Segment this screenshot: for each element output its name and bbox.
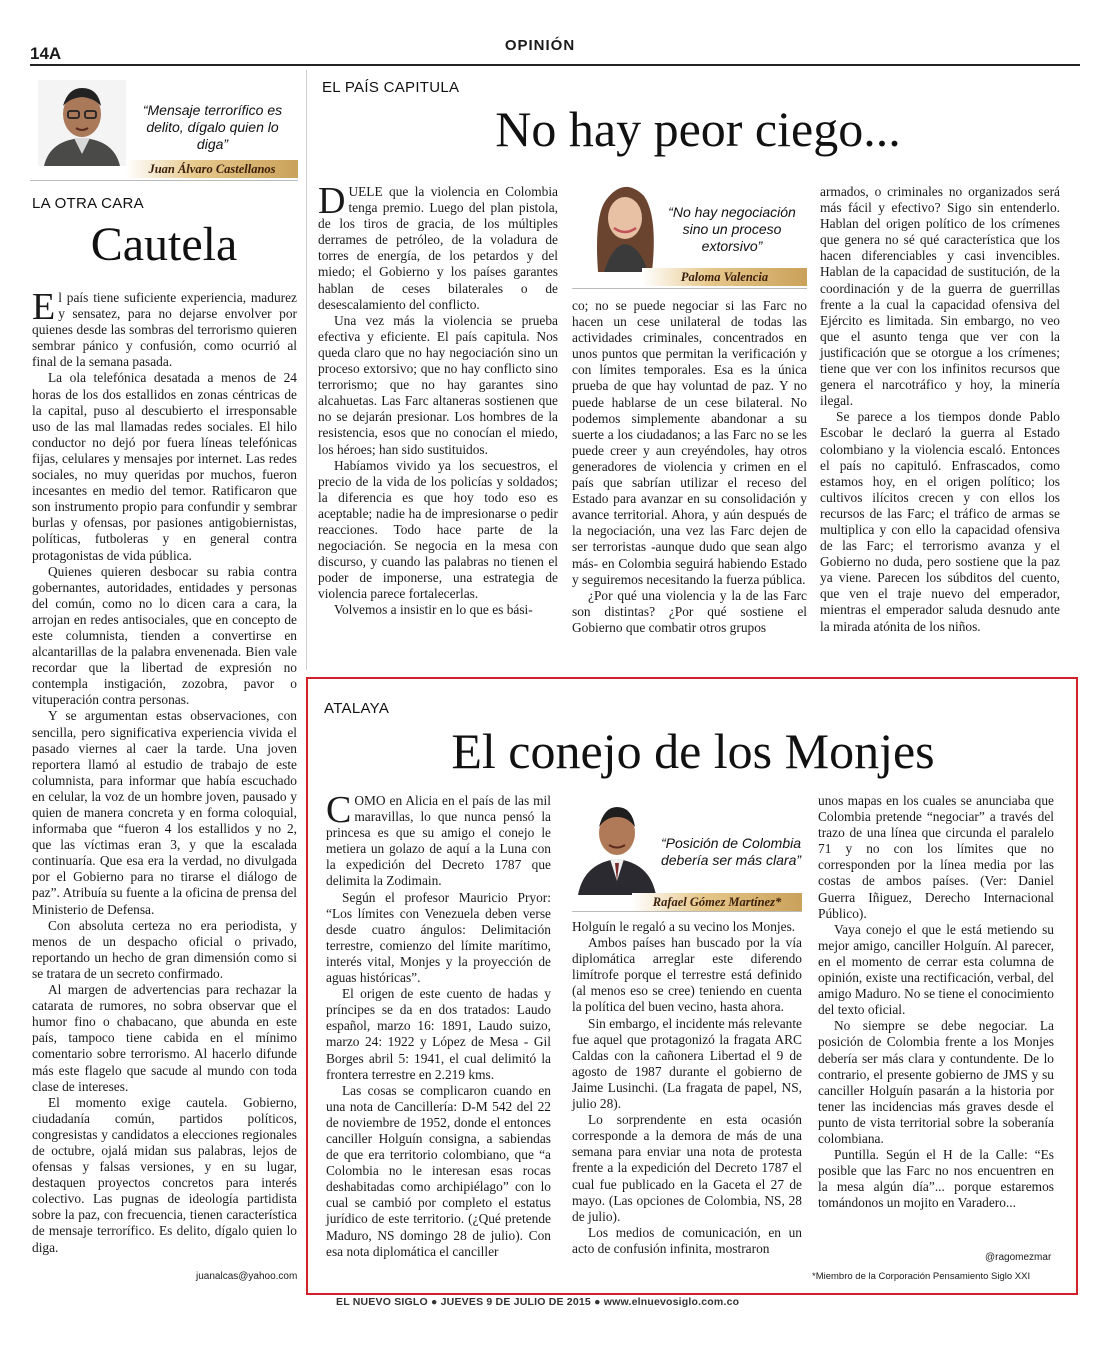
column-body (318, 180, 558, 619)
paragraph: co; no se puede negociar si las Farc no hacen un cese unilateral de todas las actividades criminales, concentrados en unos puntos que permitan la verificación y con límites temporales. Esa es la única prueba de que hay voluntad de paz. Y no puede hablarse de un cese bilateral. No podemos simplemente abandonar a su suerte a los ciudadanos; a las Farc no se les puede creer y aun creyéndoles, hay otros generadores de violencia y crimen en el país que sabrían utilizar el receso del Estado para avanzar en su consolidación y avance territorial. Ahora, y aún después de la negociación, una vez las Farc dejen de ser terroristas -aunque dudo que sean algo más- en Colombia seguirá habiendo Estado y seguiremos necesitando la fuerza pública. (572, 298, 807, 587)
paragraph: Según el profesor Mauricio Pryor: “Los límites con Venezuela deben verse desde cuatro ángulos: Delimitación terrestre, comienzo del límite marítimo, interés vital, Monjes y la proyección de aguas históricas”. (326, 889, 551, 986)
author-handle: @ragomezmar (985, 1252, 1052, 1263)
author-quote: “Posición de Colombia debería ser más clara” (660, 835, 802, 868)
paragraph: Vaya conejo el que le está metiendo su mejor amigo, canciller Holguín. Al parecer, en el momento de cerrar esta columna de opinión, existe una rectificación, verbal, del amigo Maduro. No se tiene el conocimiento del texto oficial. (818, 921, 1054, 1018)
paragraph: Sin embargo, el incidente más relevante fue aquel que protagonizó la fragata ARC Caldas con la cañonera Libertad el 9 de agosto de 1987 durante el gobierno de Jaime Lusinchi. (La fragata de papel, NS, julio 28). (572, 1015, 802, 1112)
paragraph: ¿Por qué una violencia y la de las Farc son distintas? ¿Por qué sostiene el Gobierno que combatir otros grupos (572, 587, 807, 635)
paragraph: Con absoluta certeza no era periodista, y menos de un despacho oficial o privado, reportando un hecho de gran dimensión como si se tratara de un secreto confirmado. (32, 917, 297, 981)
column-body (572, 919, 802, 1257)
footnote: *Miembro de la Corporación Pensamiento Siglo XXI (812, 1271, 1031, 1282)
paragraph: El origen de este cuento de hadas y príncipes se da en dos tratados: Laudo español, marzo 16: 1891, Laudo suizo, marzo 24: 1922 y López de Mesa - Gil Borges abril 5: 1941, el cual delimitó la frontera terrestre en 2.219 kms. (326, 986, 551, 1082)
paragraph: armados, o criminales no organizados será más fácil y efectivo? Sigo sin entenderlo. Hablan del origen político de los crímenes que genera no sé qué característica que los hacen diferenciables y casi invencibles. Hablan de la capacidad de sustitución, de la coordinación y de la guerra de guerrillas frente a la cual la capacidad ofensiva del Ejército es limitada. Sin embargo, no veo que el asunto tenga que ver con la justificación que se otorgue a los crímenes; tiene que ver con los infinitos recursos que genera el narcotráfico y hoy, la minería ilegal. (820, 184, 1060, 409)
author-box-top (572, 176, 807, 289)
paragraph: Los medios de comunicación, en un acto de confusión infinita, mostraron (572, 1224, 802, 1256)
paragraph: Una vez más la violencia se prueba efectiva y eficiente. El país capitula. Nos queda claro que no hay negociación sino un proceso extorsivo; que no hay conflicto sino terrorismo; que no hay garantes sino alcahuetas. Las Farc altaneras sostienen que no se dejarán presionar. Los hombres de la resistencia, esos que no conocían el miedo, los héroes; han sido sustituidos. (318, 312, 558, 457)
author-photo (576, 797, 658, 895)
paragraph: Y se argumentan estas observaciones, con sencilla, pero significativa experiencia vivida el pasado viernes al caer la tarde. Una joven reportera llamó al estudio de trabajo de este columnista, para informar que había escuchado en celular, la voz de un hombre joven, pausado y quien de manera concreta y en forma coloquial, informaba que “fueron 4 los estallidos y no 2, que las víctimas eran 3, y que la escalada continuaría. Que esa era la verdad, no divulgada por el Gobierno para no tirarse el diálogo de paz”. Atribuía su fuente a la oficina de prensa del Ministerio de Defensa. (32, 708, 297, 917)
paragraph: Lo sorprendente en esta ocasión corresponde a la demora de más de una semana para enviar una nota de protesta frente a la expedición del Decreto 1787 el cual fue publicado en la Gaceta el 27 de mayo. (Las opciones de Colombia, NS, 28 de julio). (572, 1112, 802, 1224)
page-footer: EL NUEVO SIGLO ● JUEVES 9 DE JULIO DE 2015 ● www.elnuevosiglo.com.co (336, 1296, 740, 1308)
paragraph: Holguín le regaló a su vecino los Monjes. (572, 919, 796, 934)
paragraph: No siempre se debe negociar. La posición de Colombia frente a los Monjes debería ser más clara y contundente. De lo contrario, el presente gobierno de JMS y su canciller Holguín pasarán a la historia por tener las incidencias más graves desde el punto de vista territorial sobre la soberanía colombiana. (818, 1018, 1054, 1146)
paragraph: Puntilla. Según el H de la Calle: “Es posible que las Farc no nos encuentren en la mesa algún día”... porque estaremos tomándonos un mojito en Varadero... (818, 1147, 1054, 1211)
header-rule (30, 64, 1080, 66)
paragraph: unos mapas en los cuales se anunciaba que Colombia pretende “negociar” a través del trazo de una línea que circunda el paralelo 71 y no con los límites que no corresponden por la línea media por las costas de ambos países. (Ver: Daniel Guerra Iñiguez, Derecho Internacional Público). (818, 793, 1054, 921)
paragraph: Se parece a los tiempos donde Pablo Escobar le declaró la guerra al Estado colombiano y la violencia escaló. Entonces el país no capituló. Enfrascados, como estamos hoy, en el origen político; los cultivos ilícitos crecen y con ellos los recursos de las Farc; el tráfico de armas se multiplica y con ello la capacidad ofensiva de las Farc; el terrorismo avanza y el Gobierno no duda, pero sostiene que la paz ya viene. Parecen los súbditos del cuento, que ven el traje nuevo del emperador, mientras el emperador saluda desnudo ante la mirada atónita de los niños. (820, 409, 1060, 634)
column-headline: El conejo de los Monjes (451, 723, 935, 779)
column-body (326, 789, 551, 1260)
paragraph: El país tiene suficiente experiencia, madurez y sensatez, para no dejarse envolver por quienes desde las sombras del terrorismo quieren sembrar pánico y confusión, como ocurrió al final de la semana pasada. (32, 286, 297, 370)
author-quote: “Mensaje terrorífico es delito, dígalo quien lo diga” (142, 102, 283, 152)
column-body (572, 298, 807, 636)
column-body (32, 286, 297, 1256)
paragraph: Volvemos a insistir en lo que es bási- (334, 602, 533, 618)
paragraph: COMO en Alicia en el país de las mil maravillas, lo que nunca pensó la princesa es que su amigo el conejo le metiera un golazo de aquí a la Luna con la expedición del Decreto 1787 que delimita la Zodimain. (326, 789, 551, 889)
paragraph: Habíamos vivido ya los secuestros, el precio de la vida de los policías y soldados; la diferencia es que hoy todo eso es aceptable; nadie ha de impresionarse o pedir reacciones. Todo hace parte de la negociación. Se negocia en la mesa con discurso, y cuando las palabras no tienen el poder de imponerse, una estrategia de violencia parece fortalecerlas. (318, 457, 558, 602)
column-headline: Cautela (90, 218, 238, 271)
paragraph: La ola telefónica desatada a menos de 24 horas de los dos estallidos en zonas céntricas de la capital, puso al descubierto el irresponsable uso de las mal llamadas redes sociales. El hilo conductor no dejó por fuera líneas telefónicas fijas, celulares y mensajes por internet. Las redes sociales, no muy queridas por muchos, fueron incesantes en medio del temor. Ratificaron que son instrumento propio para confundir y sembrar burlas y ofensas, por pasiones antigobiernistas, políticas, futboleras y en general contra protagonistas de vida pública. (32, 370, 297, 563)
column-body (818, 793, 1054, 1211)
author-email[interactable]: juanalcas@yahoo.com (196, 1271, 298, 1282)
page-number: 14A (30, 44, 62, 63)
paragraph: DUELE que la violencia en Colombia tenga premio. Luego del plan pistola, de los tiros de gracia, de los múltiples derrames de petróleo, de la voladura de torres de energía, de los petardos y del miedo; el Gobierno y los países garantes hablan de ceses bilaterales o de desescalamiento del conflicto. (318, 180, 558, 312)
column-headline: No hay peor ciego... (495, 101, 901, 157)
paragraph: Las cosas se complicaron cuando en una nota de Cancillería: D-M 542 del 22 de noviembre de 1952, donde el entonces canciller Holguín consigna, a sabiendas de que era territorio colombiano, que “a Colombia no le interesan esas rocas deshabitadas como archipiélago” con lo cual se cambió por completo el estatus jurídico de este territorio. (¿Qué pretende Maduro, NS domingo 28 de julio). Con esa nota diplomática el canciller (326, 1082, 551, 1259)
paragraph: Ambos países han buscado por la vía diplomática arreglar este diferendo limítrofe porque el terrestre está definido (al menos eso se cree) teniendo en cuenta la política del buen vecino, hasta ahora. (572, 935, 802, 1015)
author-photo (584, 176, 666, 272)
author-box-bottom (572, 795, 802, 912)
author-quote: “No hay negociación sino un proceso extorsivo” (668, 204, 796, 254)
column-kicker: EL PAÍS CAPITULA (322, 79, 460, 96)
column-kicker: ATALAYA (324, 700, 390, 717)
column-kicker: LA OTRA CARA (32, 195, 144, 212)
author-photo (38, 80, 126, 166)
paragraph: Quienes quieren desbocar su rabia contra gobernantes, autoridades, entidades y personas del común, como no lo dicen cara a cara, la arrojan en redes antisociales, que en concepto de este columnista, tienden a convertirse en alcantarillas de la palabra envenenada. Bien vale recordar que la libertad de expresión no contempla instigación, zozobra, pavor o vituperación contra personas. (32, 563, 297, 708)
author-name: Paloma Valencia (642, 268, 807, 286)
column-divider (306, 70, 307, 670)
column-body (820, 184, 1060, 635)
author-name: Rafael Gómez Martínez* (632, 893, 802, 911)
author-name: Juan Álvaro Castellanos (126, 160, 298, 178)
paragraph: Al margen de advertencias para rechazar la catarata de rumores, no sobra observar que el humor fino o chabacano, que abunda en este país, tampoco tiene cabida en el mínimo comentario sobre terrorismo. Al hacerlo difunde más este flagelo que sacude al mundo con toda clase de intereses. (32, 982, 297, 1094)
section-title: OPINIÓN (504, 37, 576, 54)
author-box-left (30, 72, 298, 181)
paragraph: El momento exige cautela. Gobierno, ciudadanía común, partidos políticos, congresistas y candidatos a elecciones regionales de octubre, ojalá midan sus palabras, lejos de ofensas y falsas versiones, y en su lugar, destaquen proyectos concretos para interés colectivo. Las pugnas de ideología partidista sobre la paz, con frecuencia, tienen característica de mensaje terrorífico. Es delito, dígalo quien lo diga. (32, 1094, 297, 1255)
